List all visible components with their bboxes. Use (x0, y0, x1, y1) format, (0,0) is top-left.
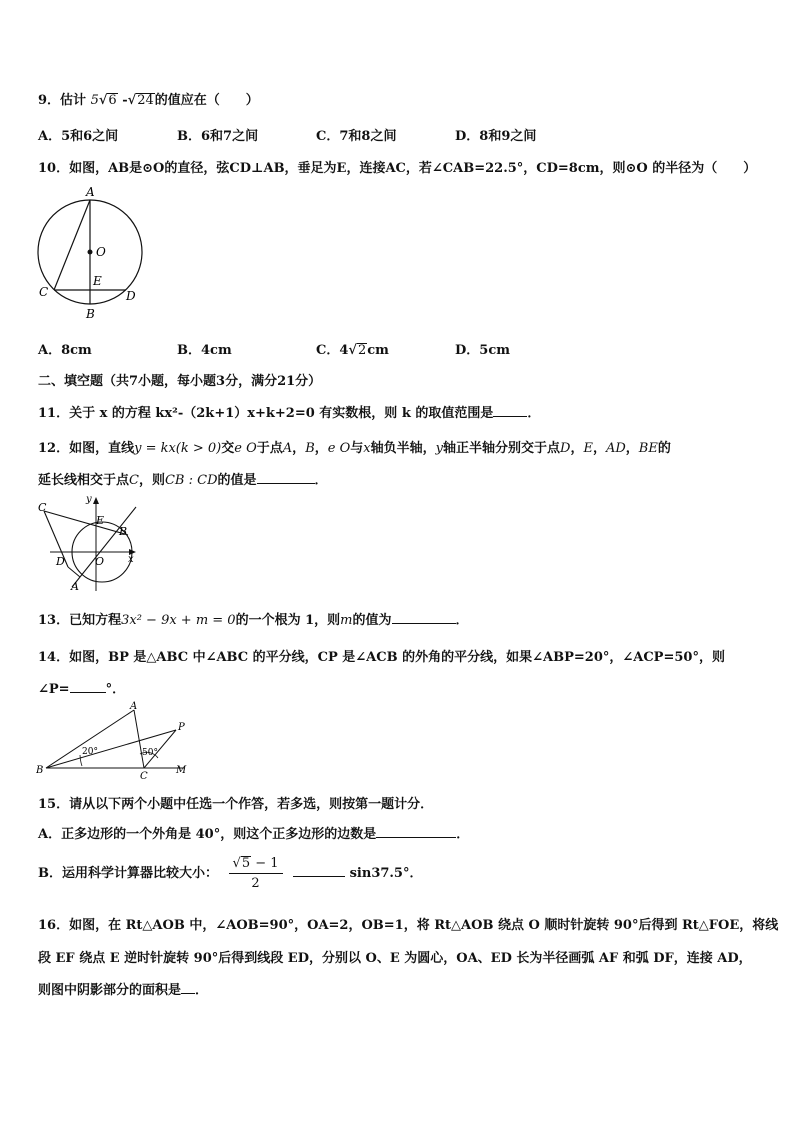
answer-blank-15b[interactable] (293, 876, 345, 877)
q10-option-d: D．5cm (455, 343, 510, 358)
q12-figure (36, 495, 140, 593)
question-15: 15．请从以下两个小题中任选一个作答，若多选，则按第一题计分． (38, 797, 434, 812)
question-11: 11．关于 x 的方程 kx²-（2k+1）x+k+2=0 有实数根，则 k 的取值范围是 ． (38, 406, 541, 421)
label-m: M (176, 765, 187, 776)
label-b: B (86, 307, 95, 320)
q9-option-c: C．7和8之间 (316, 129, 397, 144)
question-9: 9．估计 5√6 -√24的值应在（ ） (38, 93, 259, 108)
q10-option-a: A．8cm (38, 343, 92, 358)
q14-triangle-figure (36, 700, 196, 780)
fraction-sqrt5-minus-1-over-2: $\frac{√5 - 1}{2}$ (229, 856, 283, 891)
q10-option-b: B．4cm (177, 343, 232, 358)
label-e: E (93, 274, 102, 288)
question-14-line1: 14．如图，BP 是△ABC 中∠ABC 的平分线，CP 是∠ACB 的外角的平分线，如果∠ABP=20°，∠ACP=50°，则 (38, 650, 725, 665)
q9-option-d: D．8和9之间 (455, 129, 537, 144)
label-o: O (95, 555, 105, 568)
label-c: C (38, 501, 47, 514)
section-2-heading: 二、填空题（共7小题，每小题3分，满分21分） (38, 374, 322, 389)
answer-blank-12[interactable] (257, 483, 315, 484)
label-c: C (39, 285, 49, 299)
question-12-line2: 延长线相交于点C，则CB : CD的值是 ． (38, 473, 328, 488)
label-angle-50: 50° (142, 748, 158, 758)
label-a: A (130, 701, 138, 712)
answer-blank-13[interactable] (392, 623, 456, 624)
question-15-a: A．正多边形的一个外角是 40°，则这个正多边形的边数是 ． (38, 827, 470, 842)
question-14-line2: ∠P= °． (38, 682, 126, 697)
question-13: 13．已知方程3x² − 9x + m = 0的一个根为 1，则m的值为 ． (38, 613, 469, 628)
label-angle-20: 20° (82, 747, 98, 757)
q10-option-c: C．4√2cm (316, 343, 389, 358)
question-15-b: B．运用科学计算器比较大小： $\frac{√5 - 1}{2}$ sin37.5°． (38, 856, 423, 891)
label-o: O (96, 245, 106, 259)
label-e: E (96, 514, 105, 527)
label-a: A (71, 580, 79, 593)
question-12-line1: 12．如图，直线y = kx(k > 0)交e O于点A，B，e O与x轴负半轴，y轴正半轴分别交于点D，E，AD，BE的 (38, 441, 671, 456)
label-y: y (86, 495, 92, 505)
label-d: D (126, 289, 136, 303)
label-b: B (119, 525, 128, 538)
question-16-line1: 16．如图，在 Rt△AOB 中，∠AOB=90°，OA=2，OB=1，将 Rt△AOB 绕点 O 顺时针旋转 90°后得到 Rt△FOE，将线 (38, 918, 779, 933)
q9-option-b: B．6和7之间 (177, 129, 259, 144)
label-p: P (178, 722, 185, 733)
label-b: B (36, 765, 44, 776)
question-16-line3: 则图中阴影部分的面积是 ． (38, 983, 209, 998)
question-16-line2: 段 EF 绕点 E 逆时针旋转 90°后得到线段 ED，分别以 O、E 为圆心，OA、ED 长为半径画弧 AF 和弧 DF，连接 AD， (38, 951, 752, 966)
answer-blank-16[interactable] (181, 993, 195, 994)
answer-blank-14[interactable] (70, 692, 106, 693)
q10-circle-figure (34, 184, 144, 320)
question-10: 10．如图，AB是⊙O的直径，弦CD⊥AB，垂足为E，连接AC，若∠CAB=22.5°，CD=8cm，则⊙O 的半径为（ ） (38, 161, 757, 176)
label-a: A (86, 185, 95, 199)
label-c: C (140, 771, 148, 780)
label-x: x (128, 554, 134, 565)
q9-option-a: A．5和6之间 (38, 129, 119, 144)
answer-blank-11[interactable] (493, 416, 527, 417)
answer-blank-15a[interactable] (376, 837, 456, 838)
label-d: D (56, 555, 65, 568)
